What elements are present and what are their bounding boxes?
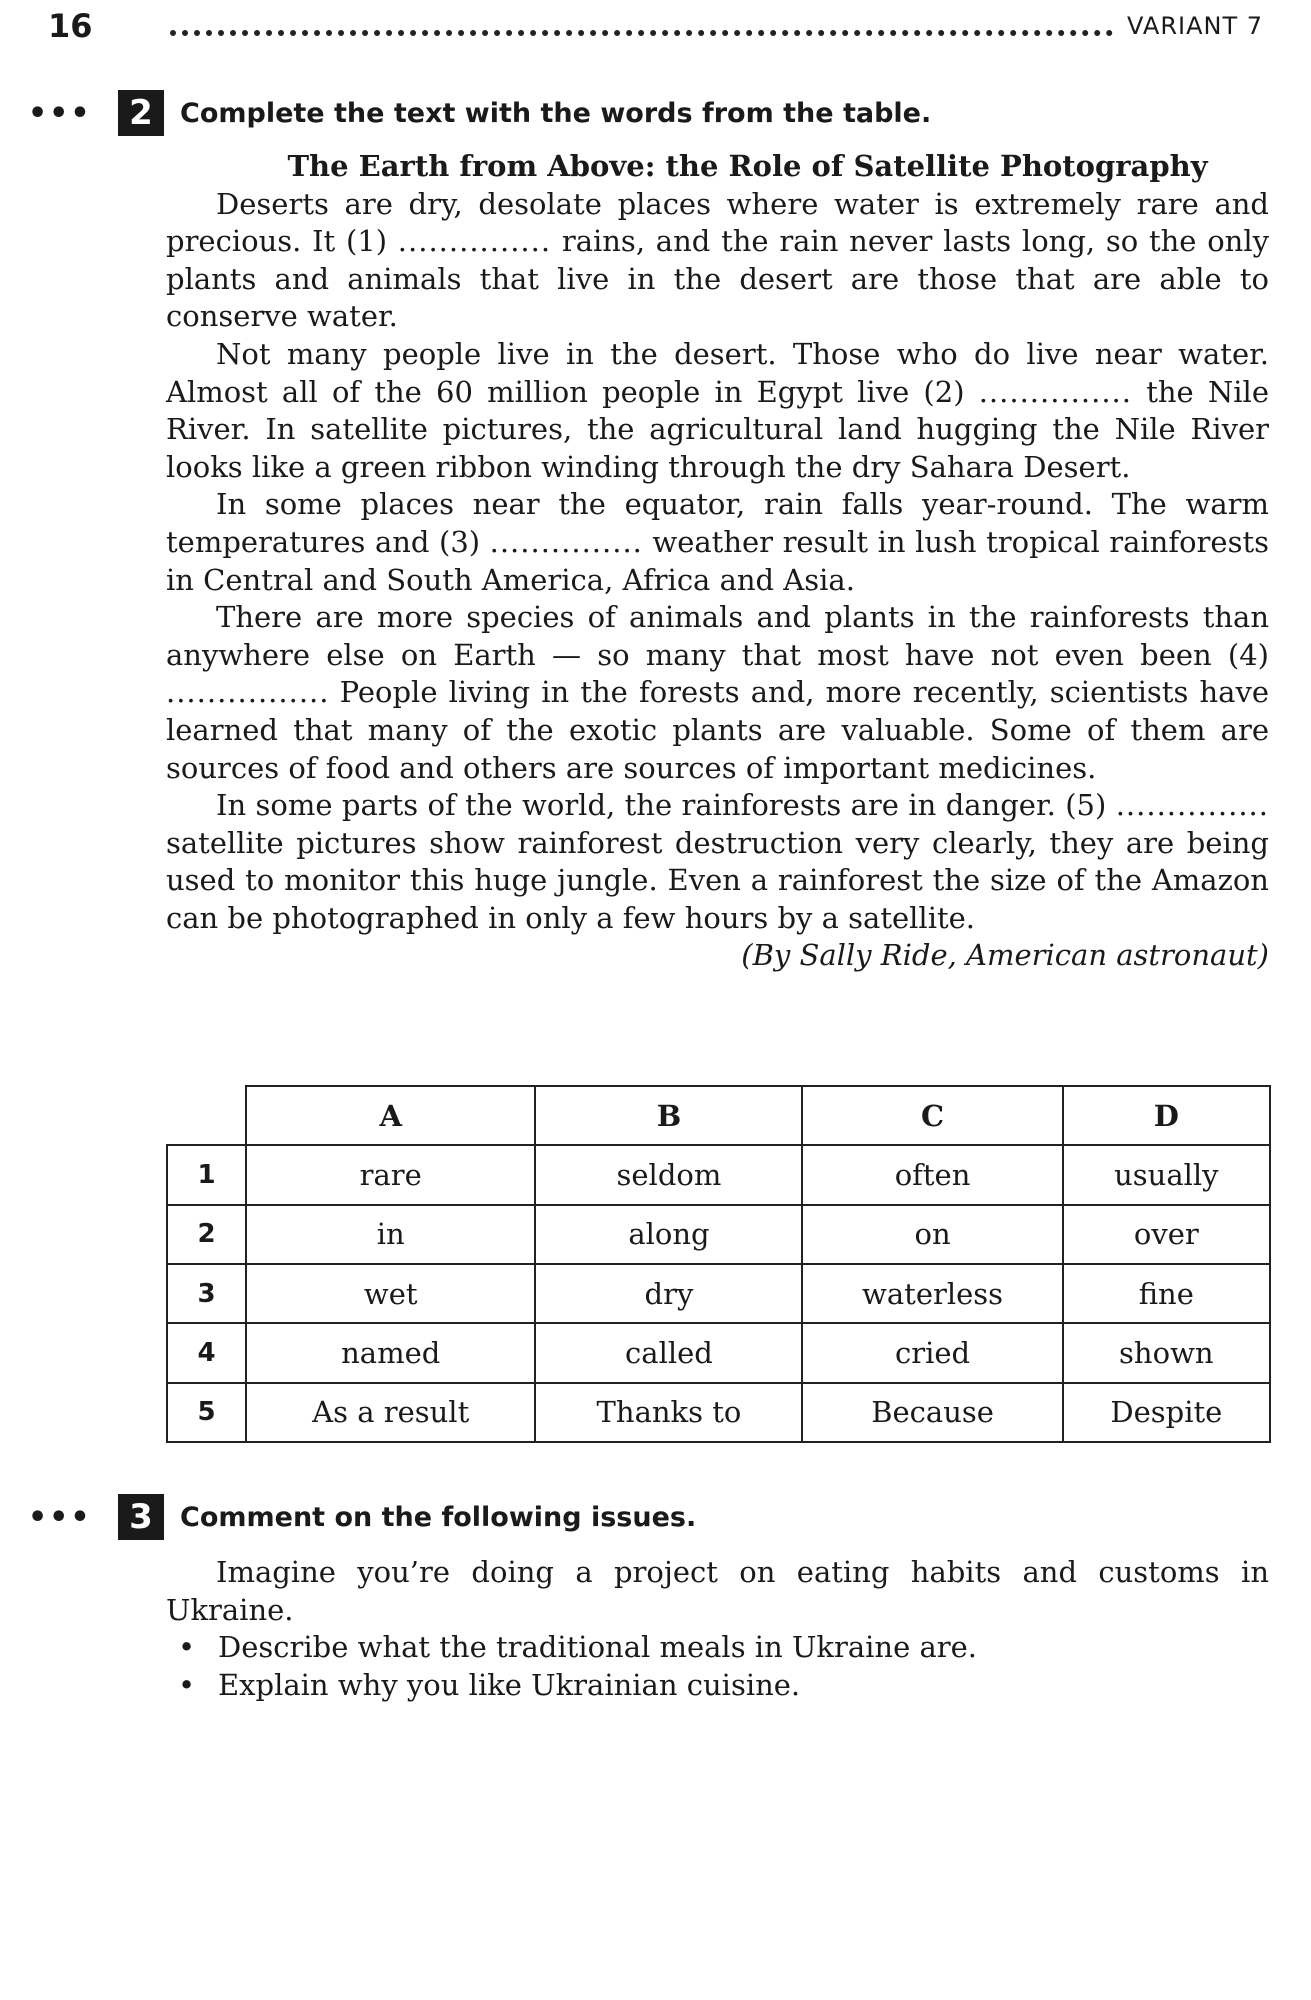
blank-1: ............... xyxy=(397,224,552,259)
table-row xyxy=(167,1145,1270,1204)
paragraph-2 xyxy=(166,336,1269,486)
column-header: A xyxy=(246,1086,535,1145)
row-number: 3 xyxy=(167,1264,246,1323)
task-3-intro: Imagine you’re doing a project on eating habits and customs in Ukraine. xyxy=(166,1555,1269,1627)
task-3-instruction: Comment on the following issues. xyxy=(180,1501,697,1533)
page-header xyxy=(48,6,1263,46)
row-number: 4 xyxy=(167,1323,246,1382)
option-cell: As a result xyxy=(246,1383,535,1442)
paragraph-5-text-a: In some parts of the world, the rainforests are in danger. (5) xyxy=(216,788,1116,823)
paragraph-1 xyxy=(166,186,1269,336)
task-3-heading xyxy=(28,1494,696,1540)
option-cell: Thanks to xyxy=(535,1383,802,1442)
list-item: • Explain why you like Ukrainian cuisine. xyxy=(166,1667,1269,1705)
paragraph-2-text-a: Not many people live in the desert. Those who do live near water. Almost all of the 60 million people in Egypt live (2) xyxy=(166,336,1269,409)
variant-label: VARIANT 7 xyxy=(1127,12,1263,40)
row-number: 5 xyxy=(167,1383,246,1442)
paragraph-4-text-a: There are more species of animals and plants in the rainforests than anywhere else on Earth — so many that most have not even been (4) xyxy=(166,600,1269,672)
option-cell: waterless xyxy=(802,1264,1062,1323)
paragraph-2-text-b: the Nile River. In satellite pictures, the agricultural land hugging the Nile River looks like a green ribbon winding through the dry Sahara Desert. xyxy=(166,374,1269,484)
column-header: D xyxy=(1063,1086,1270,1145)
task-3-body xyxy=(166,1554,1269,1704)
column-header: C xyxy=(802,1086,1062,1145)
option-cell: rare xyxy=(246,1145,535,1204)
task-2-number-badge: 2 xyxy=(118,90,164,136)
table-corner-cell xyxy=(167,1086,246,1145)
table-row xyxy=(167,1383,1270,1442)
paragraph-1-text-a: Deserts are dry, desolate places where water is extremely rare and precious. It (1) xyxy=(166,186,1269,259)
paragraph-3 xyxy=(166,486,1269,599)
option-cell: on xyxy=(802,1205,1062,1264)
table-row xyxy=(167,1323,1270,1382)
blank-2: ............... xyxy=(978,374,1132,409)
list-item: • Describe what the traditional meals in Ukraine are. xyxy=(166,1629,1269,1667)
paragraph-5 xyxy=(166,787,1269,937)
header-dotted-rule xyxy=(170,16,1113,36)
option-cell: Despite xyxy=(1063,1383,1270,1442)
task-3-number-badge: 3 xyxy=(118,1494,164,1540)
paragraph-1-text-b: rains, and the rain never lasts long, so the only plants and animals that live in the desert are those that are able to conserve water. xyxy=(166,224,1269,334)
option-cell: usually xyxy=(1063,1145,1270,1204)
table-header-row xyxy=(167,1086,1270,1145)
task-2-instruction: Complete the text with the words from the table. xyxy=(180,97,932,129)
row-number: 2 xyxy=(167,1205,246,1264)
reading-passage xyxy=(166,148,1269,975)
option-cell: wet xyxy=(246,1264,535,1323)
row-number: 1 xyxy=(167,1145,246,1204)
page-number: 16 xyxy=(48,7,93,45)
passage-title: The Earth from Above: the Role of Satellite Photography xyxy=(287,149,1208,183)
table-row xyxy=(167,1264,1270,1323)
paragraph-5-text-b: satellite pictures show rainforest destruction very clearly, they are being used to monitor this huge jungle. Even a rainforest the size of the Amazon can be photographed in only a few hours by a satellite. xyxy=(166,825,1269,935)
task-2-heading xyxy=(28,90,931,136)
column-header: B xyxy=(535,1086,802,1145)
option-cell: cried xyxy=(802,1323,1062,1382)
paragraph-3-text-a: In some places near the equator, rain falls year-round. The warm temperatures and (3) xyxy=(166,487,1269,559)
blank-5: ............... xyxy=(1115,788,1269,823)
task-3-bullet-list xyxy=(166,1629,1269,1704)
option-cell: over xyxy=(1063,1205,1270,1264)
paragraph-4-text-b: . People living in the forests and, more recently, scientists have learned that many of the exotic plants are valuable. Some of them are sources of food and others are sources of important medicines. xyxy=(166,675,1269,785)
option-cell: dry xyxy=(535,1264,802,1323)
option-cell: in xyxy=(246,1205,535,1264)
option-cell: seldom xyxy=(535,1145,802,1204)
option-cell: named xyxy=(246,1323,535,1382)
option-cell: fine xyxy=(1063,1264,1270,1323)
citation: (By Sally Ride, American astronaut) xyxy=(741,938,1269,973)
option-cell: often xyxy=(802,1145,1062,1204)
blank-3: ............... xyxy=(489,524,643,559)
option-cell: Because xyxy=(802,1383,1062,1442)
option-cell: shown xyxy=(1063,1323,1270,1382)
table-row xyxy=(167,1205,1270,1264)
task-3-dots: ••• xyxy=(28,1499,92,1535)
paragraph-3-text-b: weather result in lush tropical rainforests in Central and South America, Africa and Asia. xyxy=(166,524,1269,597)
blank-4: ............... xyxy=(166,675,320,710)
word-options-table xyxy=(166,1085,1271,1443)
task-2-dots: ••• xyxy=(28,95,92,131)
option-cell: along xyxy=(535,1205,802,1264)
paragraph-4 xyxy=(166,599,1269,787)
option-cell: called xyxy=(535,1323,802,1382)
